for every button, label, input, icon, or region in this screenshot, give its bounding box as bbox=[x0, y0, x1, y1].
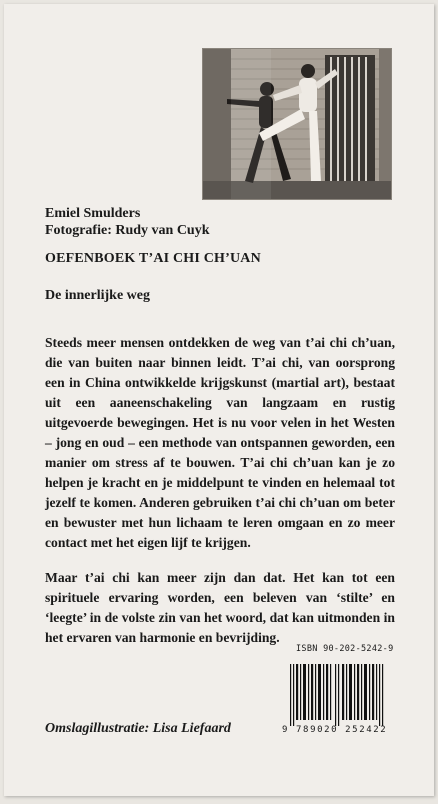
back-cover bbox=[4, 4, 434, 796]
book-subtitle: De innerlijke weg bbox=[45, 288, 150, 303]
isbn-text: ISBN 90-202-5242-9 bbox=[296, 644, 394, 654]
blurb-paragraph-1: Steeds meer mensen ontdekken de weg van t’ai chi ch’uan, die van buiten naar binnen leidt. T’ai chi, van oorsprong een in China ontwikkelde krijgskunst (martial art), bestaat uit een aaneenschakeling van langzaam en rustig uitgevoerde bewegingen. Het is nu voor velen in het Westen – jong en oud – een methode van ontspannen geworden, een manier om stress af te bouwen. T’ai chi ch’uan kan je zo helpen je kracht en je middelpunt te vinden en helemaal tot jezelf te komen. Anderen gebruiken t’ai chi ch’uan om beter en bewuster met hun lichaam te leren omgaan en zo meer contact met het eigen lijf te krijgen. bbox=[45, 335, 395, 550]
photography-credit: Fotografie: Rudy van Cuyk bbox=[45, 223, 210, 238]
cover-photo bbox=[202, 48, 392, 200]
book-title: OEFENBOEK T’AI CHI CH’UAN bbox=[45, 251, 261, 266]
tai-chi-photo-image bbox=[203, 49, 391, 199]
ean-digits: 9 789020 252422 bbox=[282, 725, 388, 735]
cover-illustration-credit: Omslagillustratie: Lisa Liefaard bbox=[45, 721, 231, 736]
author-block bbox=[45, 205, 210, 239]
author-name: Emiel Smulders bbox=[45, 206, 141, 221]
blurb bbox=[45, 333, 395, 663]
blurb-paragraph-2: Maar t’ai chi kan meer zijn dan dat. Het kan tot een spirituele ervaring worden, een beleven van ‘stilte’ en ‘leegte’ in de volste zin van het woord, dat kan uitmonden in het ervaren van harmonie en bevrijding. bbox=[45, 570, 395, 645]
barcode-block bbox=[282, 644, 394, 735]
barcode-image bbox=[282, 664, 394, 726]
